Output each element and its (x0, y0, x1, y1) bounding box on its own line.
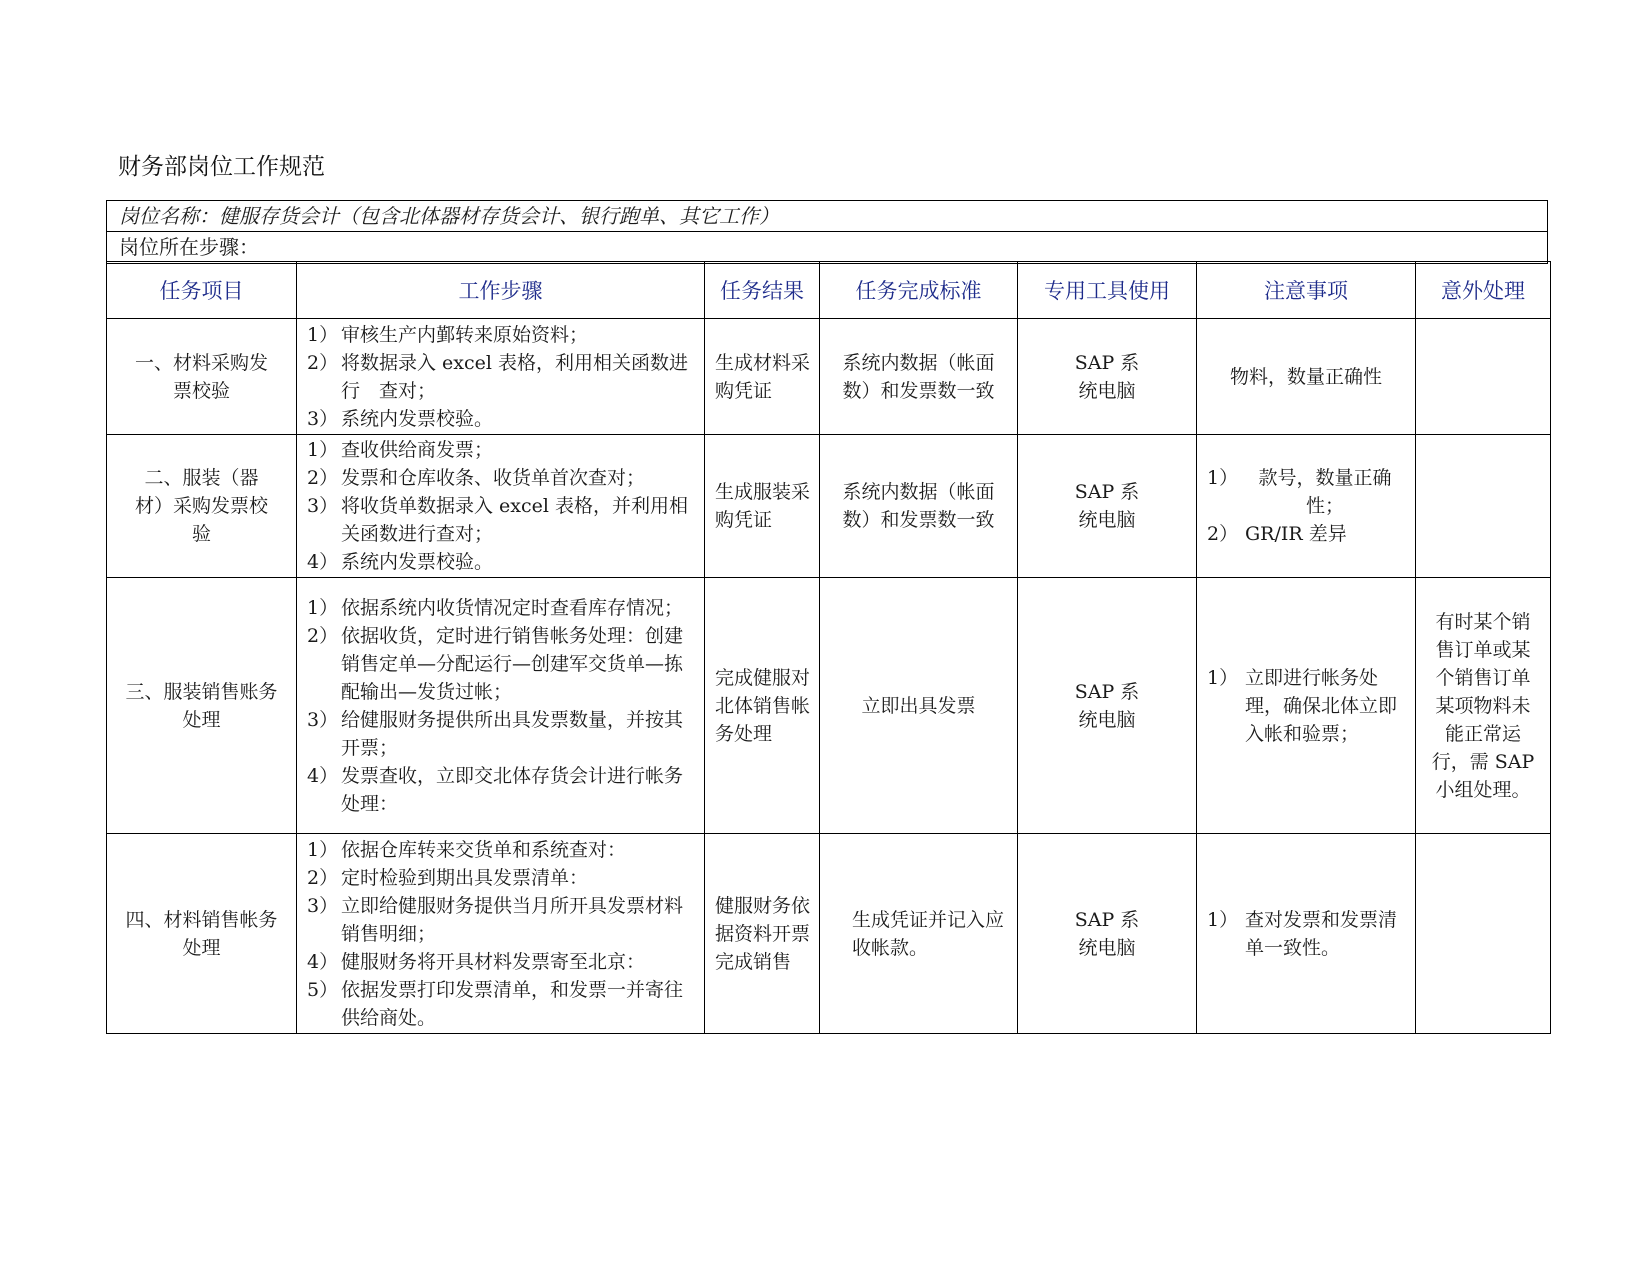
step-item: 3） 立即给健服财务提供当月所开具发票材料销售明细； (307, 894, 684, 945)
step-item: 3） 系统内发票校验。 (307, 407, 494, 430)
step-item: 1） 查收供给商发票； (307, 439, 494, 461)
result-cell: 生成服装采购凭证 (705, 435, 820, 578)
task-text: 二、服装（器材）采购发票校验 (135, 467, 269, 545)
note-item: 1） 款号，数量正确性； (1207, 467, 1392, 517)
note-item: 1） 立即进行帐务处理，确保北体立即入帐和验票； (1207, 666, 1398, 745)
table-header-row (107, 262, 1551, 319)
notes-cell (1197, 435, 1416, 578)
notes-list (1197, 464, 1415, 548)
header-standard: 任务完成标准 (820, 262, 1018, 319)
standard-cell: 系统内数据（帐面数）和发票数一致 (820, 435, 1018, 578)
exception-cell (1416, 319, 1551, 435)
steps-list (297, 436, 704, 576)
table-row (107, 319, 1551, 435)
notes-cell (1197, 319, 1416, 435)
post-steps: 岗位所在步骤： (119, 235, 259, 259)
task-text: 四、材料销售帐务处理 (125, 908, 278, 959)
step-item: 4） 发票查收，立即交北体存货会计进行帐务处理： (307, 764, 684, 815)
steps-list (297, 321, 704, 433)
note-text: 物料，数量正确性 (1229, 365, 1382, 388)
header-notes: 注意事项 (1197, 262, 1416, 319)
standard-cell: 立即出具发票 (820, 578, 1018, 834)
tools-cell: SAP 系统电脑 (1018, 435, 1197, 578)
task-text: 三、服装销售账务处理 (125, 680, 278, 731)
steps-cell (297, 834, 705, 1034)
task-cell (107, 578, 297, 834)
note-item: 1） 查对发票和发票清单一致性。 (1207, 908, 1398, 959)
step-item: 5） 依据发票打印发票清单，和发票一并寄往供给商处。 (307, 978, 684, 1029)
note-item: 2） GR/IR 差异 (1207, 523, 1347, 545)
steps-cell (297, 578, 705, 834)
step-item: 2） 发票和仓库收条、收货单首次查对； (307, 467, 646, 489)
header-result: 任务结果 (705, 262, 820, 319)
tools-cell: SAP 系统电脑 (1018, 319, 1197, 435)
steps-list (297, 836, 704, 1032)
step-item: 1） 审核生产内鄞转来原始资料； (307, 323, 589, 346)
document-title: 财务部岗位工作规范 (118, 154, 325, 180)
standard-cell: 系统内数据（帐面数）和发票数一致 (820, 319, 1018, 435)
step-item: 1） 依据仓库转来交货单和系统查对： (307, 838, 627, 861)
exception-cell (1416, 435, 1551, 578)
notes-list (1197, 664, 1415, 748)
post-info-box (106, 200, 1548, 264)
result-cell: 健服财务依据资料开票完成销售 (705, 834, 820, 1034)
exception-cell (1416, 834, 1551, 1034)
step-item: 3） 将收货单数据录入 excel 表格，并利用相关函数进行查对； (307, 495, 689, 545)
standard-cell: 生成凭证并记入应收帐款。 (820, 834, 1018, 1034)
steps-cell (297, 435, 705, 578)
tools-cell: SAP 系统电脑 (1018, 578, 1197, 834)
exception-cell: 有时某个销售订单或某个销售订单某项物料未能正常运行，需 SAP 小组处理。 (1416, 578, 1551, 834)
task-cell (107, 834, 297, 1034)
post-name: 岗位名称：健服存货会计（包含北体器材存货会计、银行跑单、其它工作） (107, 201, 1547, 232)
steps-cell (297, 319, 705, 435)
notes-list (1197, 906, 1415, 962)
header-task: 任务项目 (107, 262, 297, 319)
task-text: 一、材料采购发票校验 (135, 351, 269, 402)
header-exception: 意外处理 (1416, 262, 1551, 319)
step-item: 2） 定时检验到期出具发票清单： (307, 866, 589, 889)
task-cell (107, 435, 297, 578)
table-row (107, 435, 1551, 578)
step-item: 3） 给健服财务提供所出具发票数量，并按其开票； (307, 708, 684, 759)
tools-cell: SAP 系统电脑 (1018, 834, 1197, 1034)
task-cell (107, 319, 297, 435)
steps-list (297, 594, 704, 818)
step-item: 2） 将数据录入 excel 表格，利用相关函数进行 查对； (307, 351, 689, 402)
result-cell: 生成材料采购凭证 (705, 319, 820, 435)
step-item: 2） 依据收货，定时进行销售帐务处理：创建销售定单—分配运行—创建军交货单—拣配输出—发货过帐； (307, 624, 684, 703)
step-item: 4） 健服财务将开具材料发票寄至北京： (307, 950, 646, 973)
table-row (107, 834, 1551, 1034)
header-steps: 工作步骤 (297, 262, 705, 319)
result-cell: 完成健服对北体销售帐务处理 (705, 578, 820, 834)
step-item: 4） 系统内发票校验。 (307, 551, 494, 573)
table-row (107, 578, 1551, 834)
notes-cell (1197, 578, 1416, 834)
step-item: 1） 依据系统内收货情况定时查看库存情况； (307, 596, 684, 619)
notes-cell (1197, 834, 1416, 1034)
header-tools: 专用工具使用 (1018, 262, 1197, 319)
work-spec-table (106, 261, 1551, 1034)
